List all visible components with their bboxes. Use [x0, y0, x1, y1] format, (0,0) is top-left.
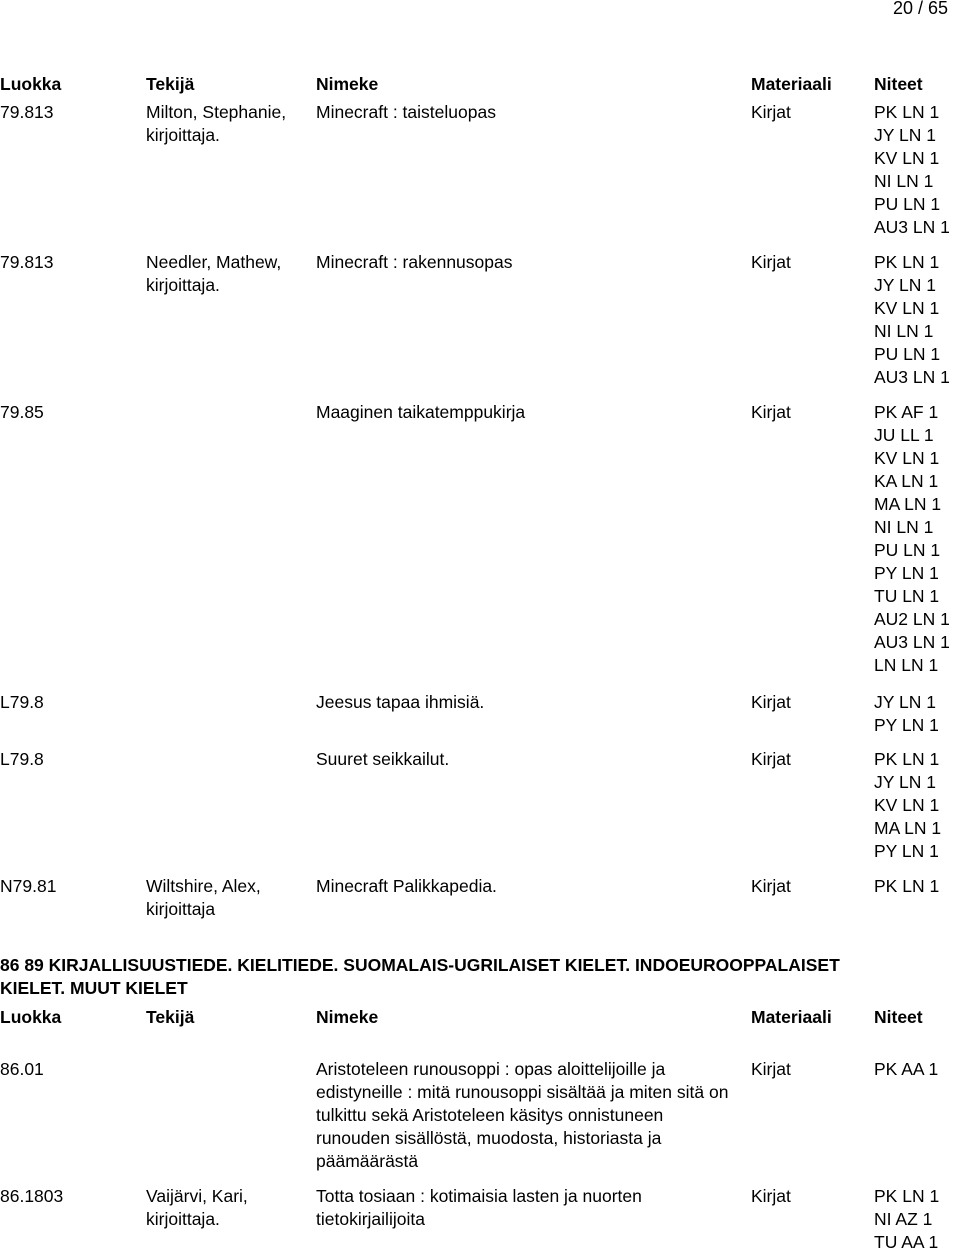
nimeke-cell: Minecraft : taisteluopas	[316, 102, 496, 122]
materiaali-cell: Kirjat	[751, 1059, 791, 1079]
materiaali-cell: Kirjat	[751, 876, 791, 896]
niteet-cell: PK LN 1 NI AZ 1 TU AA 1	[874, 1186, 940, 1252]
header-luokka: Luokka	[0, 1007, 62, 1027]
niteet-cell: PK LN 1 JY LN 1 KV LN 1 MA LN 1 PY LN 1	[874, 749, 942, 861]
niteet-cell: PK LN 1 JY LN 1 KV LN 1 NI LN 1 PU LN 1 AU3 LN 1	[874, 252, 950, 387]
luokka-cell: N79.81	[0, 876, 57, 896]
luokka-cell: 79.813	[0, 102, 54, 122]
nimeke-cell: Suuret seikkailut.	[316, 749, 450, 769]
niteet-cell: PK AA 1	[874, 1059, 939, 1079]
nimeke-cell: Minecraft Palikkapedia.	[316, 876, 497, 896]
header-nimeke: Nimeke	[316, 74, 379, 94]
table-header-2	[0, 1006, 960, 1029]
header-materiaali: Materiaali	[751, 74, 832, 94]
nimeke-cell: Minecraft : rakennusopas	[316, 252, 513, 272]
niteet-cell: PK AF 1 JU LL 1 KV LN 1 KA LN 1 MA LN 1 NI LN 1 PU LN 1 PY LN 1 TU LN 1 AU2 LN 1 AU3 LN 1 LN LN 1	[874, 402, 950, 675]
table-header-1	[0, 73, 960, 96]
niteet-cell: JY LN 1 PY LN 1	[874, 692, 939, 735]
header-tekija: Tekijä	[146, 1007, 195, 1027]
niteet-cell: PK LN 1	[874, 876, 940, 896]
tekija-cell: Wiltshire, Alex, kirjoittaja	[146, 876, 261, 919]
niteet-cell: PK LN 1 JY LN 1 KV LN 1 NI LN 1 PU LN 1 AU3 LN 1	[874, 102, 950, 237]
luokka-cell: 79.813	[0, 252, 54, 272]
materiaali-cell: Kirjat	[751, 1186, 791, 1206]
section-heading: 86 89 KIRJALLISUUSTIEDE. KIELITIEDE. SUOMALAIS-UGRILAISET KIELET. INDOEUROOPPALAISET KIELET. MUUT KIELET	[0, 955, 840, 998]
luokka-cell: 86.1803	[0, 1186, 64, 1206]
header-nimeke: Nimeke	[316, 1007, 379, 1027]
materiaali-cell: Kirjat	[751, 102, 791, 122]
materiaali-cell: Kirjat	[751, 692, 791, 712]
header-luokka: Luokka	[0, 74, 62, 94]
nimeke-cell: Maaginen taikatemppukirja	[316, 402, 526, 422]
tekija-cell: Needler, Mathew, kirjoittaja.	[146, 252, 282, 295]
header-tekija: Tekijä	[146, 74, 195, 94]
materiaali-cell: Kirjat	[751, 749, 791, 769]
materiaali-cell: Kirjat	[751, 402, 791, 422]
materiaali-cell: Kirjat	[751, 252, 791, 272]
header-niteet: Niteet	[874, 1007, 923, 1027]
nimeke-cell: Jeesus tapaa ihmisiä.	[316, 692, 485, 712]
page-number: 20 / 65	[892, 0, 948, 18]
tekija-cell: Milton, Stephanie, kirjoittaja.	[146, 102, 287, 145]
nimeke-cell: Aristoteleen runousoppi : opas aloittelijoille ja edistyneille : mitä runousoppi sisältää ja miten sitä on tulkittu sekä Aristoteleen käsitys onnistuneen runouden sisällöstä, muodosta, historiasta ja päämäärästä	[316, 1059, 729, 1171]
luokka-cell: 86.01	[0, 1059, 44, 1079]
luokka-cell: L79.8	[0, 749, 44, 769]
luokka-cell: 79.85	[0, 402, 44, 422]
header-niteet: Niteet	[874, 74, 923, 94]
tekija-cell: Vaijärvi, Kari, kirjoittaja.	[146, 1186, 248, 1229]
nimeke-cell: Totta tosiaan : kotimaisia lasten ja nuorten tietokirjailijoita	[316, 1186, 642, 1229]
luokka-cell: L79.8	[0, 692, 44, 712]
header-materiaali: Materiaali	[751, 1007, 832, 1027]
